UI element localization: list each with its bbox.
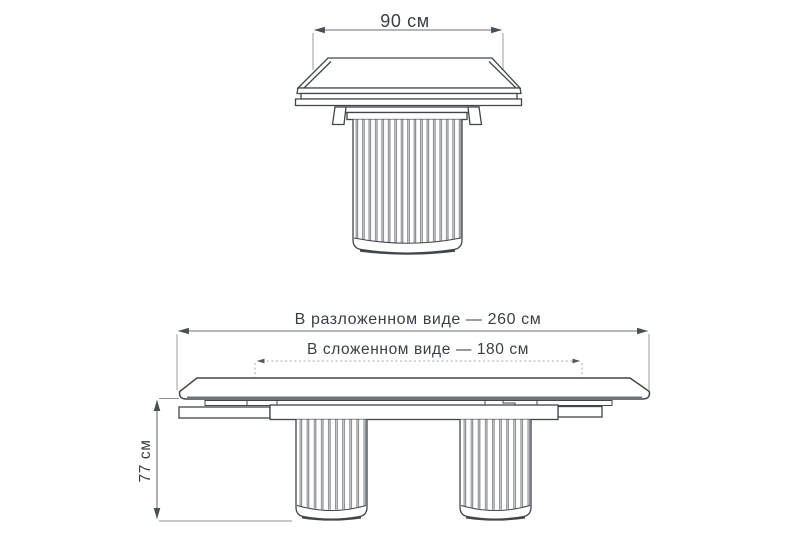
top-width-label: 90 см — [380, 11, 430, 31]
table-end-view-drawing — [296, 30, 522, 263]
dimension-180cm — [255, 361, 582, 377]
pedestal-column-end-view — [349, 120, 466, 264]
folded-width-label: В сложенном виде — 180 см — [307, 341, 529, 358]
left-leg-side-view — [292, 420, 371, 531]
right-leg-side-view — [456, 420, 535, 531]
height-label: 77 см — [137, 439, 154, 483]
extended-width-label: В разложенном виде — 260 см — [294, 311, 542, 328]
slide-rails-and-apron — [179, 405, 602, 420]
table-side-view-drawing — [157, 331, 649, 530]
tabletop-side-view — [180, 378, 650, 399]
tabletop-end-view — [296, 58, 522, 106]
